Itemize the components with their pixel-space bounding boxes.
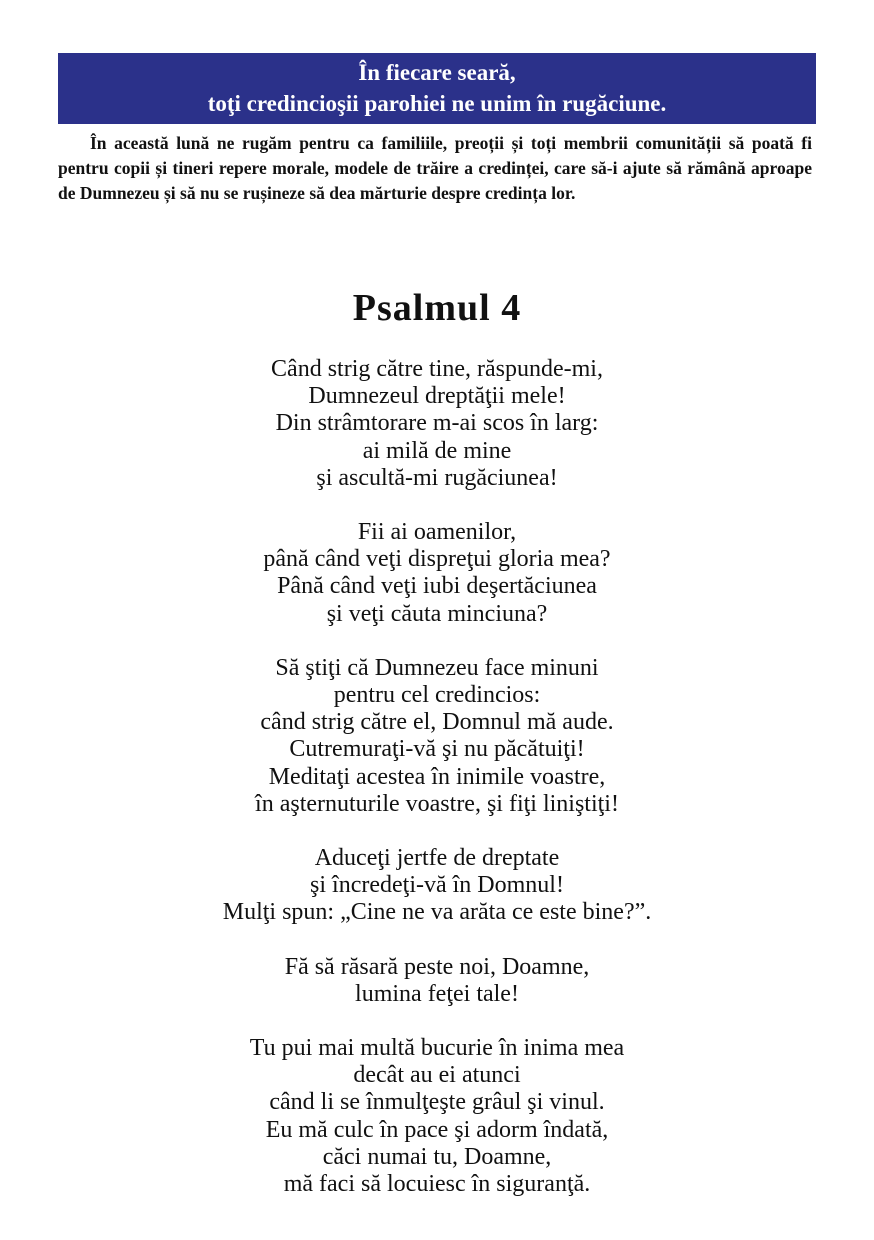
psalm-stanza [0,356,874,492]
psalm-line: Din strâmtorare m-ai scos în larg: [275,410,599,437]
intro-paragraph: În această lună ne rugăm pentru ca familiile, preoții și toți membrii comunității să poată fi pentru copii și tineri repere morale, modele de trăire a credinței, care să-i ajute să rămână aproape de Dumnezeu și să nu se rușineze să dea mărturie despre credința lor. [58,133,812,203]
psalm-text [0,356,874,1225]
psalm-line: decât au ei atunci [353,1062,521,1089]
psalm-line: căci numai tu, Doamne, [322,1143,552,1170]
psalm-line: Dumnezeul dreptăţii mele! [308,383,566,410]
psalm-line: şi ascultă-mi rugăciunea! [316,464,558,491]
psalm-stanza [0,519,874,628]
psalm-line: Meditaţi acestea în inimile voastre, [268,763,606,790]
psalm-line: şi veţi căuta minciuna? [326,600,548,627]
psalm-line: Să ştiţi că Dumnezeu face minuni [275,654,599,681]
banner-line-1: În fiecare seară, [358,60,516,85]
psalm-line: Cutremuraţi-vă şi nu păcătuiţi! [289,736,585,763]
psalm-line: ai milă de mine [362,437,512,464]
psalm-stanza [0,655,874,818]
psalm-line: şi încredeţi-vă în Domnul! [310,872,564,899]
psalm-stanza [0,1035,874,1198]
psalm-line: Fă să răsară peste noi, Doamne, [284,953,590,980]
psalm-line: Eu mă culc în pace şi adorm îndată, [265,1116,609,1143]
psalm-stanza [0,954,874,1008]
psalm-line: în aşternuturile voastre, şi fiţi liniştiţi! [255,790,619,817]
psalm-line: mă faci să locuiesc în siguranţă. [283,1171,591,1198]
psalm-stanza [0,845,874,927]
prayer-banner [58,53,816,124]
psalm-line: Fii ai oamenilor, [357,519,517,546]
psalm-line: Până când veţi iubi deşertăciunea [277,573,597,600]
psalm-line: când li se înmulţeşte grâul şi vinul. [269,1089,605,1116]
psalm-line: Tu pui mai multă bucurie în inima mea [249,1035,625,1062]
psalm-line: lumina feţei tale! [355,980,519,1007]
psalm-line: Când strig către tine, răspunde-mi, [271,356,603,382]
banner-line-2: toţi credincioşii parohiei ne unim în rugăciune. [207,91,667,116]
psalm-line: când strig către el, Domnul mă aude. [260,709,614,736]
psalm-line: pentru cel credincios: [333,682,541,709]
psalm-line: Mulţi spun: „Cine ne va arăta ce este bine?”. [222,899,652,926]
psalm-line: până când veţi dispreţui gloria mea? [263,546,611,573]
psalm-line: Aduceţi jertfe de dreptate [314,845,560,872]
psalm-title: Psalmul 4 [352,287,522,329]
